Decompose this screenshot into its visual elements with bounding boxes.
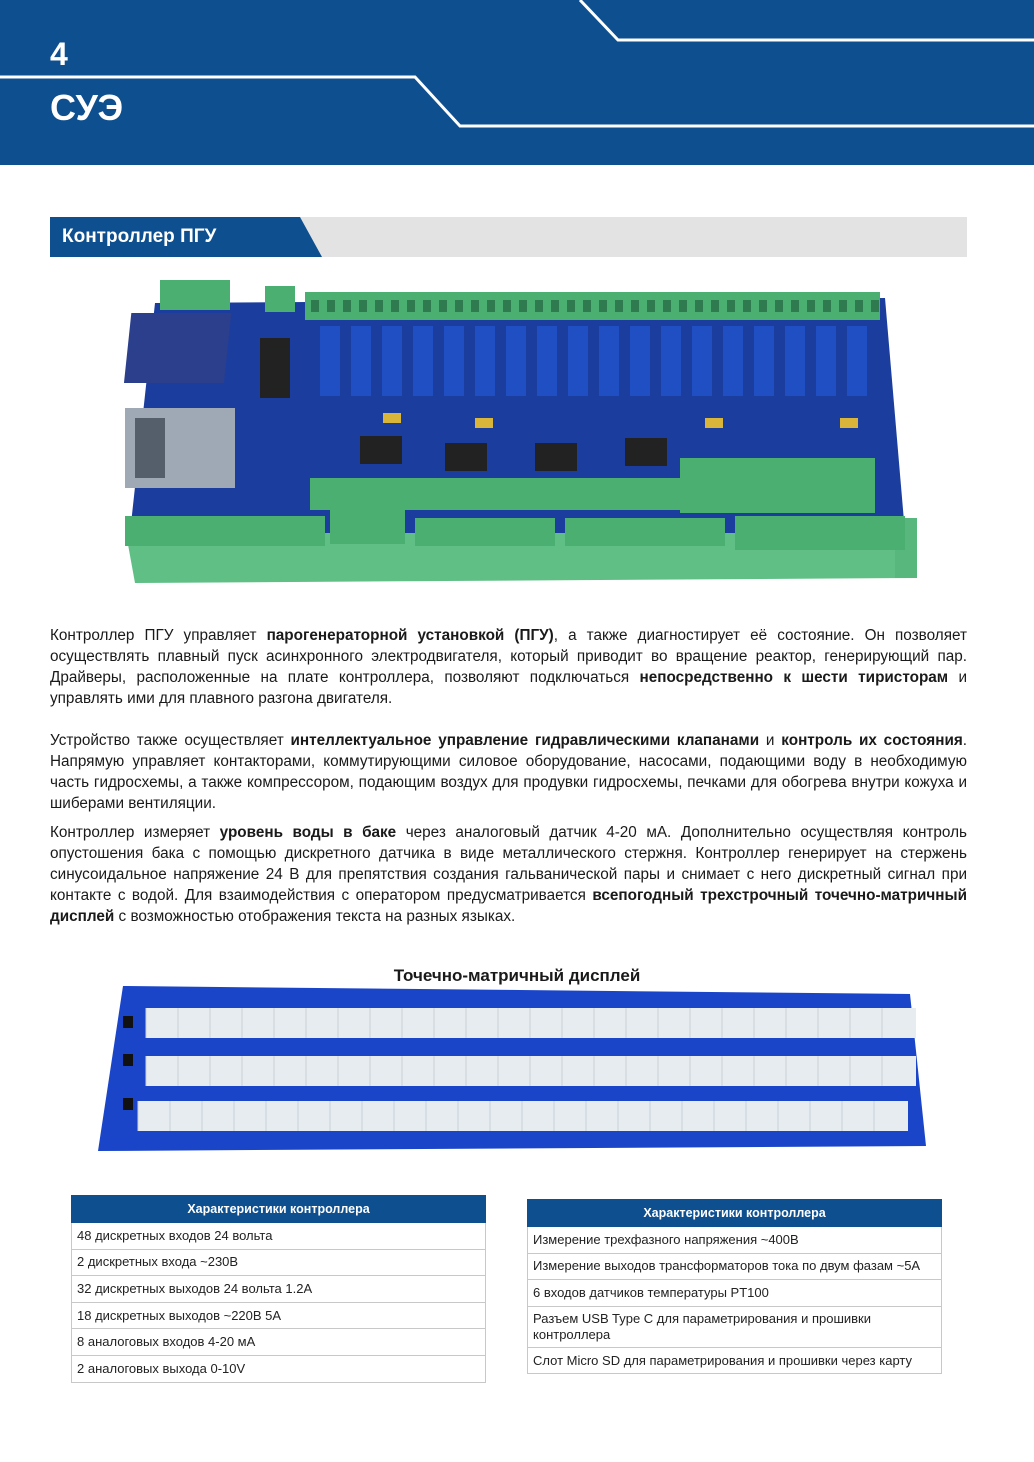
spec-table-right-header: Характеристики контроллера	[528, 1200, 942, 1227]
terminal-screw	[759, 300, 767, 312]
table-cell: Слот Micro SD для параметрирования и прошивки через карту	[528, 1347, 942, 1374]
page-header	[0, 0, 1034, 165]
table-cell: Измерение выходов трансформаторов тока по двум фазам ~5А	[528, 1253, 942, 1280]
terminal-screw	[391, 300, 399, 312]
emphasis-text: всепогодный трехстрочный точечно-матричный дисплей	[50, 887, 968, 925]
terminal-screw	[567, 300, 575, 312]
section-title: СУЭ	[50, 87, 124, 128]
paragraph-text: через аналоговый датчик 4-20 мА. Дополнительно осуществляя контроль опустошения бака с помощью дискретного датчика в виде металлического стержня. Контроллер генерирует на стержень синусоидальное напряжение 24 В для препятствия создания гальванической пары и снимает с него дискретный сигнал при контакте с водой. Для взаимодействия с оператором предусматривается	[50, 824, 967, 904]
terminal-screw	[583, 300, 591, 312]
display-caption: Точечно-матричный дисплей	[393, 966, 641, 985]
terminal-screw	[807, 300, 815, 312]
controller-board-image	[115, 278, 920, 588]
relay-module	[754, 326, 774, 396]
table-cell: 32 дискретных выходов 24 вольта 1.2А	[72, 1276, 486, 1303]
emphasis-text: непосредственно к шести тиристорам	[639, 669, 949, 686]
dot-matrix-display-image	[98, 986, 938, 1161]
table-row	[72, 1249, 486, 1276]
spec-table-left-header: Характеристики контроллера	[72, 1196, 486, 1223]
relay-module	[506, 326, 526, 396]
matrix-row	[138, 1101, 908, 1131]
spec-table-left	[71, 1195, 486, 1383]
page-number: 4	[50, 36, 68, 72]
terminal-screw	[503, 300, 511, 312]
relay-module	[320, 326, 340, 396]
emphasis-text: уровень воды в баке	[219, 824, 397, 841]
terminal-screw	[791, 300, 799, 312]
subsection-bar	[50, 217, 967, 257]
table-cell: 48 дискретных входов 24 вольта	[72, 1223, 486, 1250]
terminal-screw	[743, 300, 751, 312]
table-row	[528, 1347, 942, 1374]
table-cell: 2 дискретных входа ~230В	[72, 1249, 486, 1276]
terminal-screw	[855, 300, 863, 312]
spec-table-right	[527, 1199, 942, 1374]
terminal-screw	[839, 300, 847, 312]
relay-module	[599, 326, 619, 396]
paragraph-water-level	[50, 822, 967, 927]
terminal-screw	[727, 300, 735, 312]
terminal-screw	[679, 300, 687, 312]
terminal-screw	[551, 300, 559, 312]
terminal-screw	[423, 300, 431, 312]
terminal-screw	[455, 300, 463, 312]
terminal-screw	[775, 300, 783, 312]
paragraph-text: и управлять ими для плавного разгона двигателя.	[50, 669, 968, 707]
relay-module	[475, 326, 495, 396]
relay-module	[816, 326, 836, 396]
subsection-title: Контроллер ПГУ	[62, 226, 217, 247]
paragraph-text: и	[759, 732, 782, 749]
table-row	[72, 1302, 486, 1329]
emphasis-text: парогенераторной установкой (ПГУ)	[266, 627, 554, 644]
paragraph-intro	[50, 625, 967, 709]
terminal-screw	[519, 300, 527, 312]
terminal-screw	[663, 300, 671, 312]
matrix-row	[146, 1056, 916, 1086]
terminal-screw	[487, 300, 495, 312]
terminal-screw	[615, 300, 623, 312]
terminal-screw	[359, 300, 367, 312]
terminal-screw	[695, 300, 703, 312]
paragraph-text: . Напрямую управляет контакторами, коммутирующими силовое оборудование, насосами, подающими воду в необходимую часть гидросхемы, а также компрессором, подающим воздух для продувки гидросхемы, печками для обогрева внутри кожуха и шиберами вентиляции.	[50, 732, 968, 812]
terminal-screw	[311, 300, 319, 312]
table-cell: 6 входов датчиков температуры PT100	[528, 1280, 942, 1307]
table-row	[528, 1227, 942, 1254]
relay-module	[630, 326, 650, 396]
relay-module	[568, 326, 588, 396]
paragraph-text: Устройство также осуществляет	[50, 732, 291, 749]
table-cell: Измерение трехфазного напряжения ~400В	[528, 1227, 942, 1254]
table-row	[72, 1223, 486, 1250]
terminal-screw	[599, 300, 607, 312]
terminal-screw	[343, 300, 351, 312]
terminal-screw	[407, 300, 415, 312]
table-cell: 18 дискретных выходов ~220В 5А	[72, 1302, 486, 1329]
terminal-screw	[471, 300, 479, 312]
table-row	[528, 1306, 942, 1347]
terminal-screw	[823, 300, 831, 312]
terminal-screw	[375, 300, 383, 312]
relay-module	[537, 326, 557, 396]
relay-module	[382, 326, 402, 396]
relay-module	[661, 326, 681, 396]
table-cell: 2 аналоговых выхода 0-10V	[72, 1355, 486, 1382]
emphasis-text: контроль их состояния	[781, 732, 963, 749]
matrix-row	[146, 1008, 916, 1038]
header-decoration-lines	[0, 0, 1034, 165]
terminal-screw	[327, 300, 335, 312]
relay-module	[692, 326, 712, 396]
terminal-screw	[631, 300, 639, 312]
terminal-screw	[647, 300, 655, 312]
terminal-screw	[871, 300, 879, 312]
terminal-screw	[711, 300, 719, 312]
terminal-screw	[439, 300, 447, 312]
table-row	[528, 1253, 942, 1280]
relay-module	[723, 326, 743, 396]
terminal-screw	[535, 300, 543, 312]
table-row	[528, 1280, 942, 1307]
paragraph-text: Контроллер измеряет	[50, 824, 220, 841]
relay-module	[785, 326, 805, 396]
relay-module	[413, 326, 433, 396]
paragraph-text: , а также диагностирует её состояние. Он позволяет осуществлять плавный пуск асинхронного электродвигателя, который приводит во вращение реактор, генерирующий пар. Драйверы, расположенные на плате контроллера, позволяют подключаться	[50, 627, 968, 686]
paragraph-text: с возможностью отображения текста на разных языках.	[114, 908, 516, 925]
emphasis-text: интеллектуальное управление гидравлическими клапанами	[290, 732, 760, 749]
table-cell: Разъем USB Type C для параметрирования и прошивки контроллера	[528, 1306, 942, 1347]
table-row	[72, 1276, 486, 1303]
relay-module	[847, 326, 867, 396]
table-row	[72, 1329, 486, 1356]
paragraph-valves	[50, 730, 967, 814]
relay-module	[444, 326, 464, 396]
relay-module	[351, 326, 371, 396]
paragraph-text: Контроллер ПГУ управляет	[50, 627, 267, 644]
table-cell: 8 аналоговых входов 4-20 мА	[72, 1329, 486, 1356]
table-row	[72, 1355, 486, 1382]
